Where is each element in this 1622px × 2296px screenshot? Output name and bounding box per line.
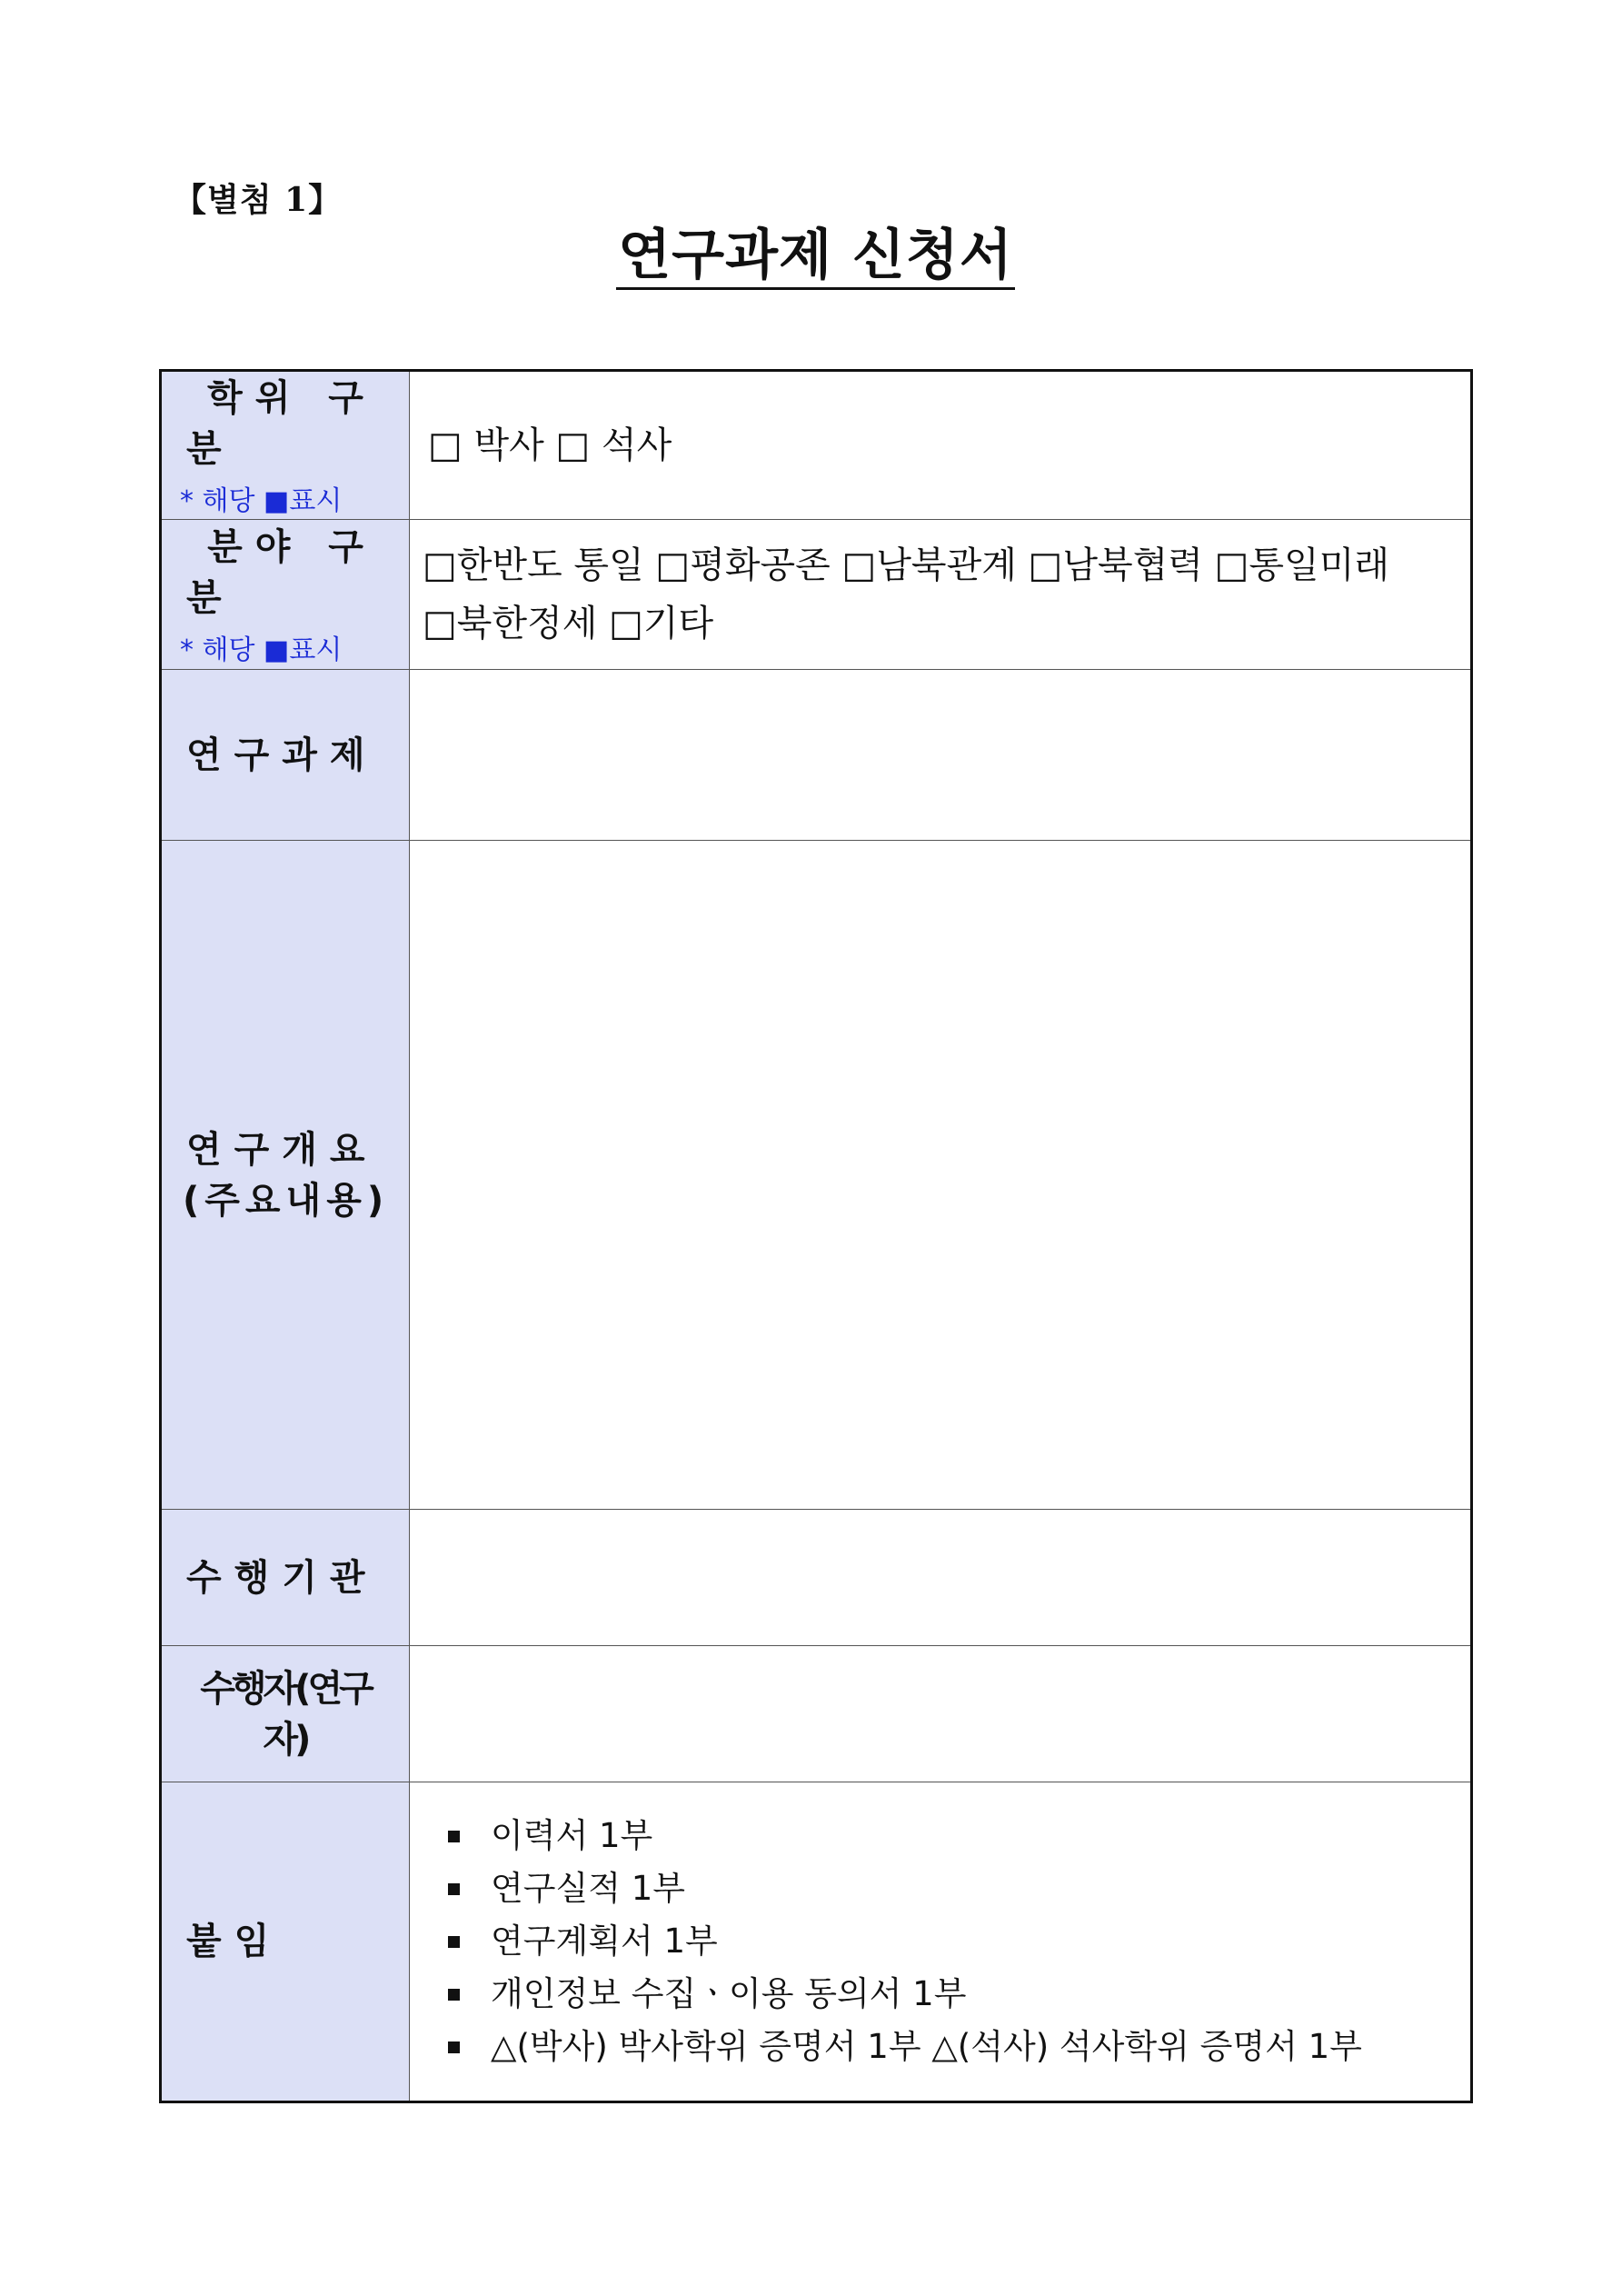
institution-label: 수행기관 [186, 1556, 378, 1599]
research-topic-label-cell [162, 670, 410, 840]
research-overview-field[interactable] [410, 841, 1470, 1509]
research-overview-label-line2: (주요내용) [183, 1179, 390, 1222]
field-type-value[interactable] [410, 520, 1470, 669]
institution-field[interactable] [410, 1510, 1470, 1645]
degree-type-note: * 해당 ■표시 [180, 485, 343, 517]
attachment-label: 【별첨 1】 [174, 181, 343, 219]
degree-type-label: 학위 구분 [186, 377, 376, 470]
attachments-value [410, 1782, 1470, 2101]
researcher-field[interactable] [410, 1646, 1470, 1782]
research-overview-row [162, 841, 1470, 1510]
list-item: 연구실적 1부 [448, 1862, 1452, 1915]
research-topic-row [162, 670, 1470, 841]
researcher-label-cell [162, 1646, 410, 1782]
list-item: 연구계획서 1부 [448, 1915, 1452, 1968]
page-title: 연구과제 신청서 [0, 224, 1622, 290]
research-topic-field[interactable] [410, 670, 1470, 840]
research-topic-label: 연구과제 [186, 734, 378, 776]
field-type-label-cell [162, 520, 410, 669]
field-type-note: * 해당 ■표시 [180, 634, 343, 666]
list-item: △(박사) 박사학위 증명서 1부 △(석사) 석사학위 증명서 1부 [448, 2021, 1452, 2073]
degree-type-row [162, 372, 1470, 520]
attachments-row [162, 1782, 1470, 2101]
degree-type-label-cell [162, 372, 410, 519]
field-type-options-line-1[interactable]: □한반도 통일 □평화공존 □남북관계 □남북협력 □통일미래 [423, 544, 1389, 586]
square-bullet-icon [448, 1989, 460, 2001]
attachments-list [428, 1810, 1452, 2073]
square-bullet-icon [448, 1831, 460, 1842]
square-bullet-icon [448, 1936, 460, 1948]
list-item: 이력서 1부 [448, 1810, 1452, 1862]
institution-label-cell [162, 1510, 410, 1645]
degree-type-options[interactable]: □ 박사 □ 석사 [428, 424, 672, 466]
research-overview-label-cell [162, 841, 410, 1509]
field-type-label: 분야 구분 [186, 526, 376, 619]
field-type-options-line-2[interactable]: □북한정세 □기타 [423, 603, 714, 644]
institution-row [162, 1510, 1470, 1646]
square-bullet-icon [448, 1883, 460, 1895]
researcher-label: 수행자(연구자) [200, 1667, 371, 1761]
degree-type-value[interactable] [410, 372, 1470, 519]
field-type-row [162, 520, 1470, 670]
researcher-row [162, 1646, 1470, 1782]
application-form-table [159, 369, 1473, 2103]
attachments-label-cell [162, 1782, 410, 2101]
research-overview-label: 연구개요 [186, 1128, 378, 1171]
list-item: 개인정보 수집ㆍ이용 동의서 1부 [448, 1968, 1452, 2021]
attachments-label: 붙임 [186, 1921, 283, 1962]
square-bullet-icon [448, 2041, 460, 2053]
